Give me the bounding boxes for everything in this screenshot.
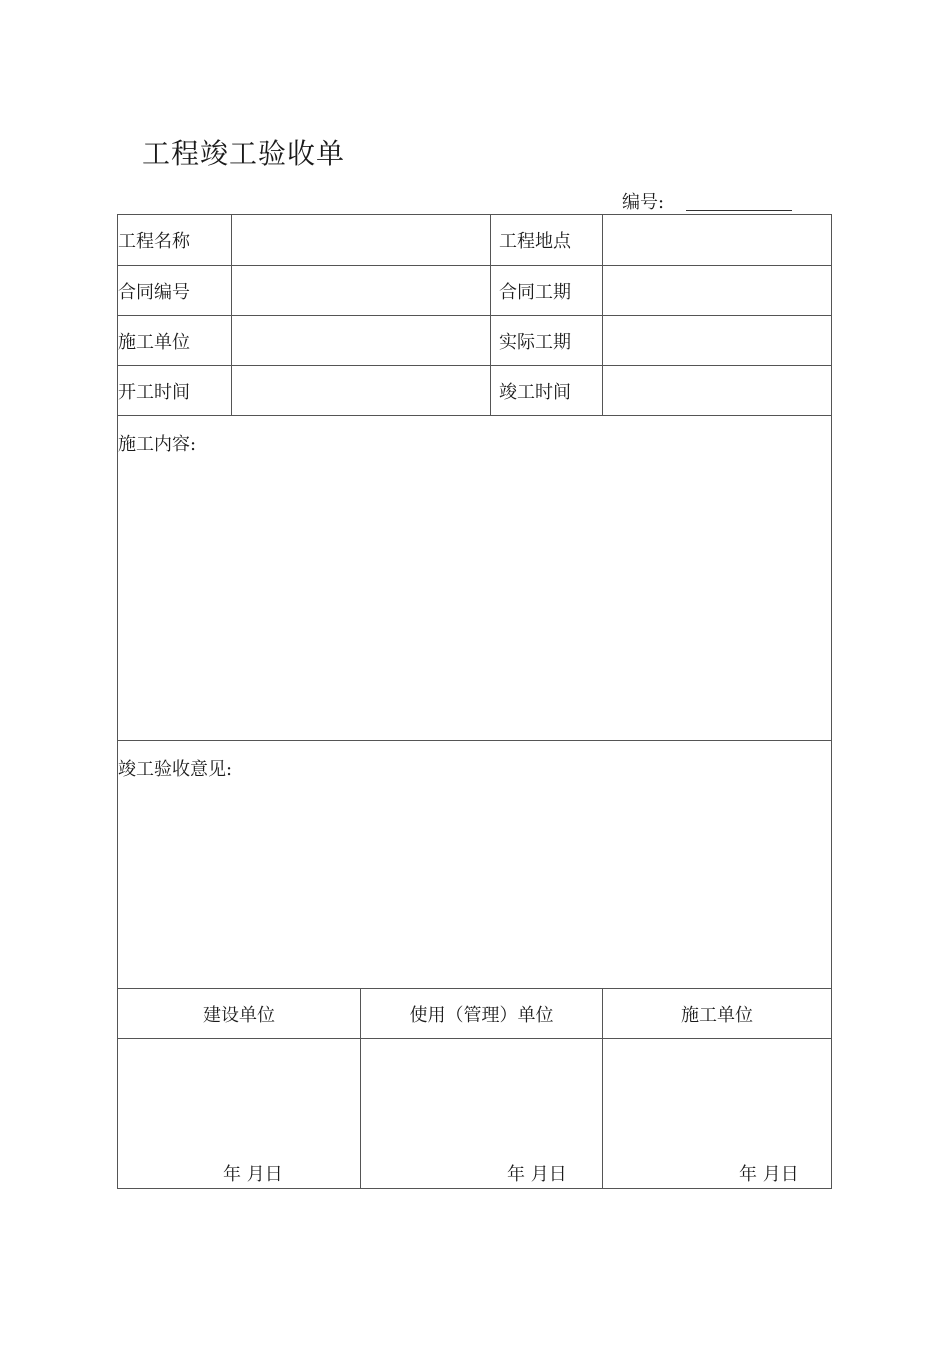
builder-date: 年 月日 [223, 1164, 283, 1185]
project-location-label: 工程地点 [491, 215, 603, 266]
actual-duration-label: 实际工期 [491, 316, 603, 366]
contract-duration-field[interactable] [603, 266, 832, 316]
contract-duration-label: 合同工期 [491, 266, 603, 316]
project-name-label: 工程名称 [118, 215, 232, 266]
form-number [622, 188, 792, 214]
construction-content-field[interactable] [118, 416, 832, 741]
project-location-field[interactable] [603, 215, 832, 266]
info-row [118, 215, 832, 266]
contract-number-label: 合同编号 [118, 266, 232, 316]
form-title: 工程竣工验收单 [142, 137, 346, 170]
construction-unit-field[interactable] [232, 316, 491, 366]
completion-time-field[interactable] [603, 366, 832, 416]
acceptance-form-table [117, 214, 832, 1189]
contractor-unit-header: 施工单位 [603, 989, 832, 1039]
info-row [118, 366, 832, 416]
builder-signature-field[interactable] [118, 1039, 361, 1189]
acceptance-opinion-field[interactable] [118, 741, 832, 989]
opinion-row [118, 741, 832, 989]
actual-duration-field[interactable] [603, 316, 832, 366]
construction-content-label: 施工内容: [118, 434, 197, 455]
completion-time-label: 竣工时间 [491, 366, 603, 416]
acceptance-opinion-label: 竣工验收意见: [118, 759, 233, 780]
info-row [118, 266, 832, 316]
signature-row [118, 1039, 832, 1189]
user-signature-field[interactable] [361, 1039, 603, 1189]
start-time-label: 开工时间 [118, 366, 232, 416]
contract-number-field[interactable] [232, 266, 491, 316]
builder-unit-header: 建设单位 [118, 989, 361, 1039]
user-date: 年 月日 [507, 1164, 567, 1185]
construction-unit-label: 施工单位 [118, 316, 232, 366]
form-number-label: 编号: [622, 192, 665, 213]
project-name-field[interactable] [232, 215, 491, 266]
user-unit-header: 使用（管理）单位 [361, 989, 603, 1039]
form-number-field[interactable] [686, 209, 792, 211]
start-time-field[interactable] [232, 366, 491, 416]
content-row [118, 416, 832, 741]
contractor-date: 年 月日 [739, 1164, 799, 1185]
contractor-signature-field[interactable] [603, 1039, 832, 1189]
parties-header-row [118, 989, 832, 1039]
info-row [118, 316, 832, 366]
